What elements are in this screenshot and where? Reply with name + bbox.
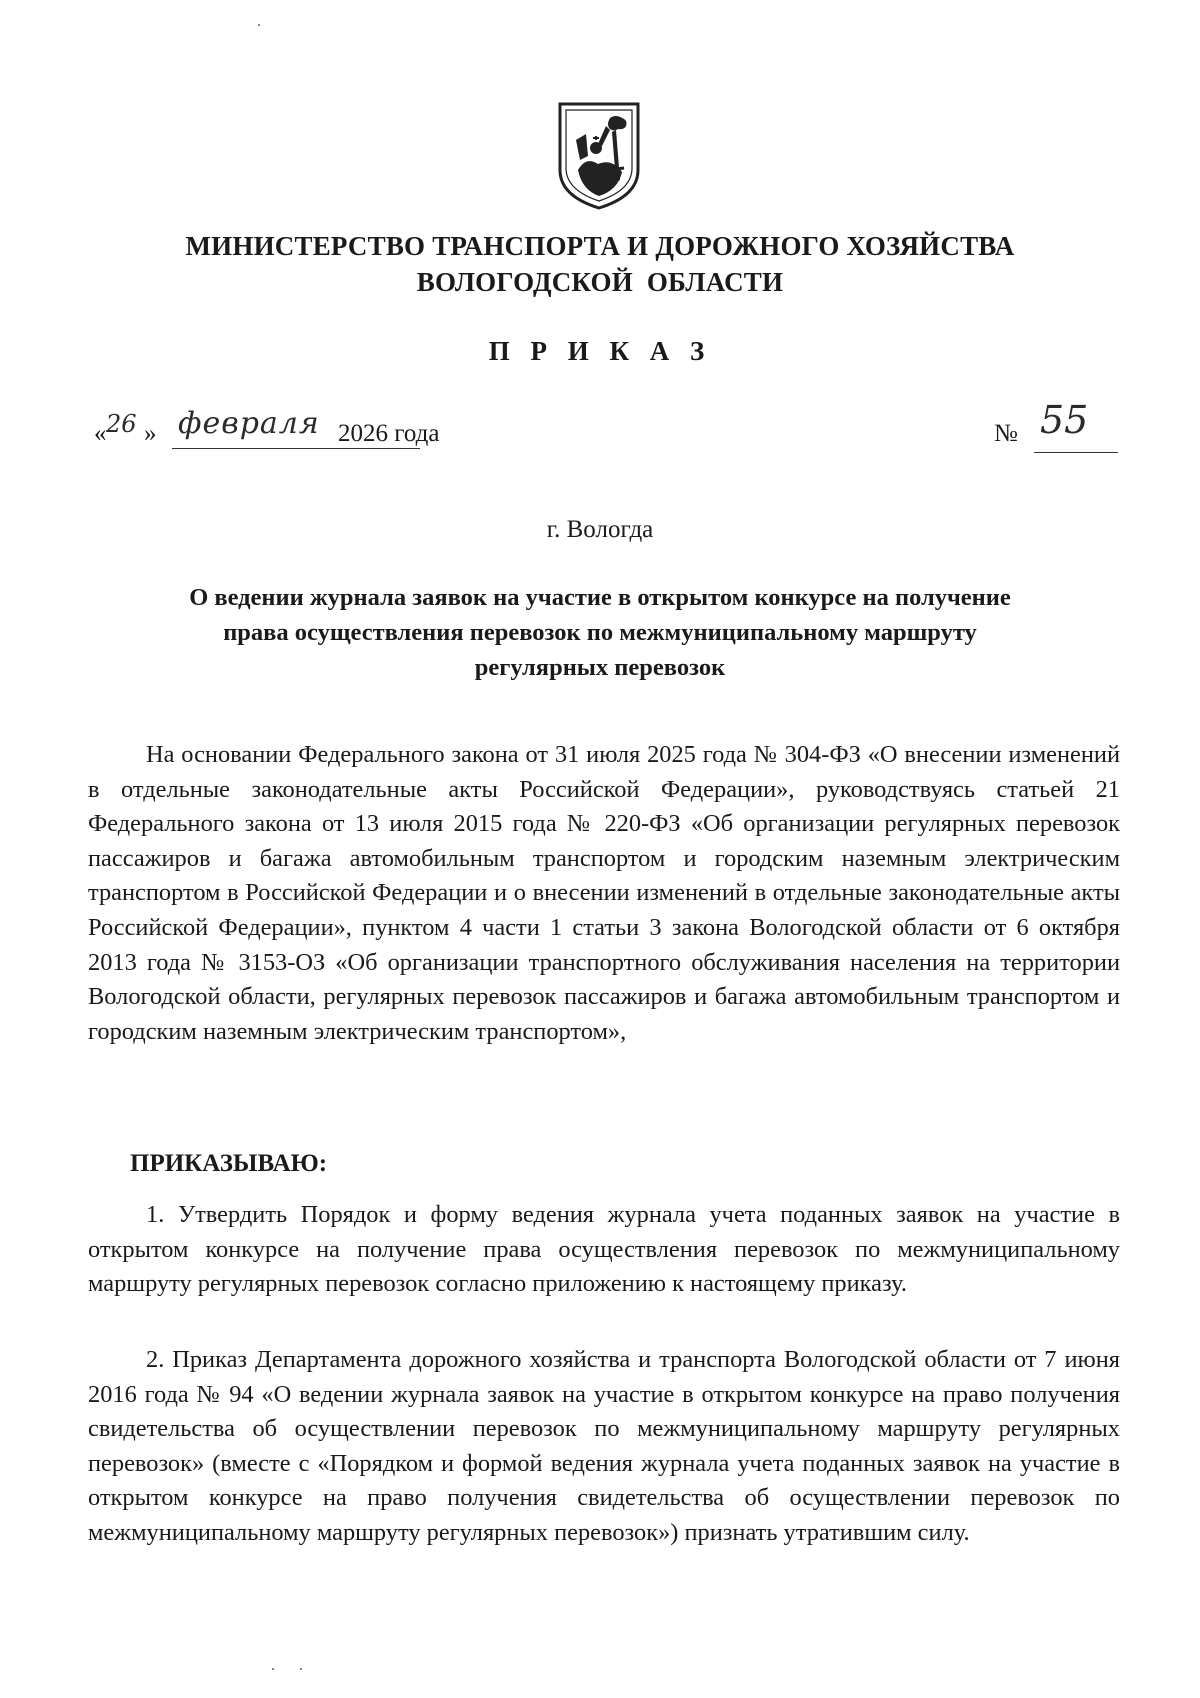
date-month-handwritten: февраля — [178, 406, 320, 441]
order-item-2: 2. Приказ Департамента дорожного хозяйства и транспорта Вологодской области от 7 июня 2016 года № 94 «О ведении журнала заявок на участие в открытом конкурсе на право получения свидетельства об осуществлении перевозок по межмуниципальному маршруту регулярных перевозок» (вместе с «Порядком и формой ведения журнала учета поданных заявок на участие в открытом конкурсе на право получения свидетельства об осуществлении перевозок по межмуниципальному маршруту регулярных перевозок») признать утратившим силу. — [88, 1346, 1120, 1546]
orders-word: ПРИКАЗЫВАЮ: — [130, 1150, 328, 1177]
order-subject — [130, 580, 1070, 685]
date-underline — [172, 448, 420, 449]
preamble-paragraph: На основании Федерального закона от 31 июля 2025 года № 304-ФЗ «О внесении изменений в отдельные законодательные акты Российской Федерации», руководствуясь статьей 21 Федерального закона от 13 июля 2015 года № 220-ФЗ «Об организации регулярных перевозок пассажиров и багажа автомобильным транспортом и городским наземным электрическим транспортом в Российской Федерации и о внесении изменений в отдельные законодательные акты Российской Федерации», пунктом 4 части 1 статьи 3 закона Вологодской области от 6 октября 2013 года № 3153-ОЗ «Об организации транспортного обслуживания населения на территории Вологодской области, регулярных перевозок пассажиров и багажа автомобильным транспортом и городским наземным электрическим транспортом», — [88, 741, 1120, 1045]
date-day-handwritten: 26 — [106, 410, 137, 438]
ministry-name-line1: МИНИСТЕРСТВО ТРАНСПОРТА И ДОРОЖНОГО ХОЗЯЙСТВА — [185, 231, 1015, 261]
ministry-name-line2: ВОЛОГОДСКОЙ ОБЛАСТИ — [416, 267, 784, 297]
date-quote-close: » — [144, 420, 157, 447]
subject-line2: права осуществления перевозок по межмуниципальному маршруту — [223, 619, 977, 646]
date-year: 2026 года — [338, 420, 440, 447]
city: г. Вологда — [546, 516, 654, 543]
scan-speck — [300, 1668, 302, 1670]
subject-line1: О ведении журнала заявок на участие в открытом конкурсе на получение — [189, 584, 1011, 611]
order-title: П Р И К А З — [488, 336, 712, 366]
subject-line3: регулярных перевозок — [474, 654, 726, 681]
scan-speck — [272, 1668, 274, 1670]
number-underline — [1034, 452, 1118, 453]
ministry-name — [0, 228, 1200, 300]
date-quote-open: « — [94, 420, 107, 447]
number-sign: № — [994, 420, 1018, 447]
scan-speck — [258, 24, 260, 26]
date-number-line — [94, 398, 1124, 462]
coat-of-arms-icon — [556, 100, 642, 212]
order-item-1: 1. Утвердить Порядок и форму ведения журнала учета поданных заявок на участие в открытом конкурсе на получение права осуществления перевозок по межмуниципальному маршруту регулярных перевозок согласно приложению к настоящему приказу. — [88, 1201, 1120, 1298]
order-number-handwritten: 55 — [1040, 398, 1089, 442]
